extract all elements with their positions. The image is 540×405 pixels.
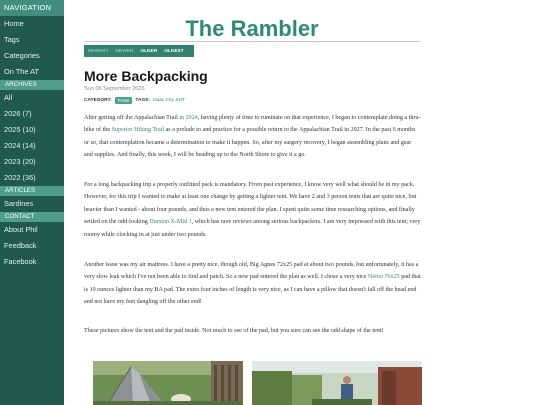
sidebar-heading: NAVIGATION xyxy=(0,0,64,16)
sidebar-link-home[interactable]: Home xyxy=(4,19,24,28)
post-pager xyxy=(84,45,194,57)
article-link-sardines[interactable]: Sardines xyxy=(4,199,34,208)
paragraph-2-text-b: , which has rave reviews among serious backpackers. I am very impressed with this tent; very roomy while clocking in at just under two pounds. xyxy=(84,219,421,238)
pager-newest[interactable]: NEWEST xyxy=(88,48,109,54)
main-content xyxy=(64,0,540,405)
paragraph-1-text-b: , having plenty of time to ruminate on that experience, I began to contemplate doing a thru-hike of the xyxy=(84,115,421,134)
paragraph-1 xyxy=(84,112,421,162)
link-in-2024[interactable]: in 2024 xyxy=(179,115,198,121)
tent-photo-left[interactable] xyxy=(93,361,243,405)
contact-link-about[interactable]: About Phil xyxy=(4,225,38,234)
tent-photo-right-image xyxy=(252,361,422,405)
paragraph-1-text-a: After getting off the Appalachian Trail xyxy=(84,115,180,121)
sidebar-link-categories[interactable]: Categories xyxy=(4,51,40,60)
articles-section-title: ARTICLES xyxy=(0,186,64,196)
link-durston-x-mid[interactable]: Durston X-Mid 1 xyxy=(149,219,192,226)
category-badge[interactable]: Posts xyxy=(115,97,133,104)
archive-link-2024[interactable]: 2024 (14) xyxy=(4,141,36,150)
site-title[interactable]: The Rambler xyxy=(185,16,319,41)
sidebar-link-on-the-at[interactable]: On The AT xyxy=(4,67,40,76)
sidebar xyxy=(0,0,64,405)
paragraph-3-text-a: Another issue was my air mattress. I have a pretty nice, though old, Big Agnes 72x25 pad at about two pounds, but unfortunately, it has a very slow leak which I've not been able to find and patch. So a new pad entered the plan as well. I chose a very nice xyxy=(84,262,419,281)
tag-link[interactable]: Isaac City SHT xyxy=(152,98,185,103)
link-nemo-pad[interactable]: Nemo 76x25 xyxy=(368,274,400,281)
post-meta xyxy=(84,96,185,105)
tent-photo-left-image xyxy=(93,361,243,405)
paragraph-3 xyxy=(84,259,421,309)
pager-oldest[interactable]: OLDEST xyxy=(164,48,184,54)
post-date: Sun 06 September 2026 xyxy=(84,86,145,92)
link-superior-hiking-trail[interactable]: Superior Hiking Trail xyxy=(111,127,165,134)
paragraph-2-text-a: For a long backpacking trip a properly outfitted pack is mandatory. From past experience, I know very well what should be in my pack. However, for this trip I wanted to make at least one change by getting a lighter tent. We have 2 and 3 person tents that are quite nice, but heavier than I wanted - about four pounds, and thus a new tent entered the plan. I spent quite some time researching options, and finally settled on the odd-looking xyxy=(84,182,417,226)
category-label: CATEGORY: xyxy=(84,98,112,103)
paragraph-2 xyxy=(84,179,421,241)
paragraph-4: These pictures show the tent and the pad inside. Not much to see of the pad, but you sure can see the odd shape of the tent! xyxy=(84,328,384,334)
archive-link-2026[interactable]: 2026 (7) xyxy=(4,109,32,118)
title-divider xyxy=(84,41,420,42)
archive-link-2025[interactable]: 2025 (10) xyxy=(4,125,36,134)
archive-link-2023[interactable]: 2023 (20) xyxy=(4,157,36,166)
post-title: More Backpacking xyxy=(84,68,208,84)
contact-link-feedback[interactable]: Feedback xyxy=(4,241,37,250)
contact-section-title: CONTACT xyxy=(0,212,64,222)
archive-link-2022[interactable]: 2022 (36) xyxy=(4,173,36,182)
archive-link-all[interactable]: All xyxy=(4,93,13,102)
tent-photo-right[interactable] xyxy=(252,361,422,405)
tags-label: TAGS: xyxy=(135,98,150,103)
paragraph-1-text-c: as a prelude to and practice for a possible return to the Appalachian Trail in 2027. In the past 6 months or so, that contemplation became a determination to make it happen. So, after my surgery recovery, I began assembling plans and gear and supplies. And finally, this week, I will be heading up to the North Shore to give it a go. xyxy=(84,127,416,159)
pager-newer[interactable]: NEWER xyxy=(115,48,134,54)
archives-section-title: ARCHIVES xyxy=(0,80,64,90)
sidebar-link-tags[interactable]: Tags xyxy=(4,35,20,44)
pager-older[interactable]: OLDER xyxy=(140,48,158,54)
contact-link-facebook[interactable]: Facebook xyxy=(4,257,37,266)
paragraph-3-text-b: pad that is 10 ounces lighter than my BA pad. The extra four inches of length is very nice, as I can have a pillow that doesn't fall off the head end and not have my feet dangling off the other end! xyxy=(84,274,421,306)
